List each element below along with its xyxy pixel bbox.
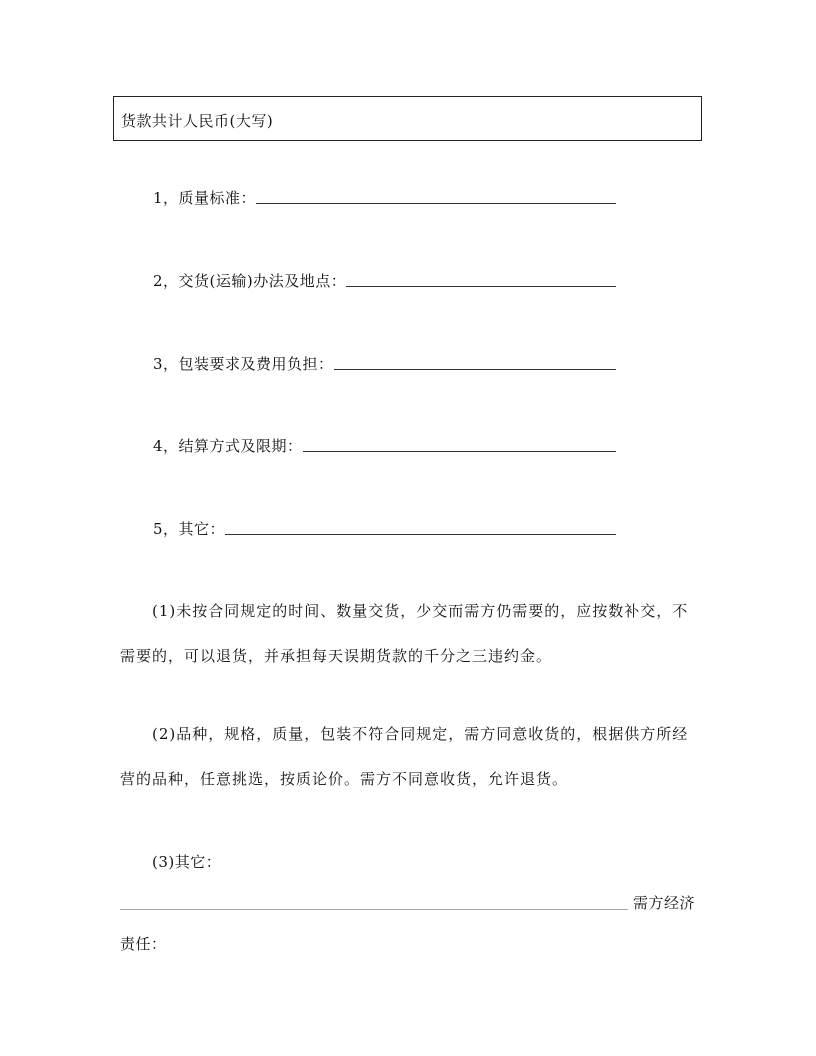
clause-late-delivery (120, 589, 700, 679)
fill-in-line (346, 285, 616, 287)
field-label: 2，交货(运输)办法及地点： (153, 272, 347, 290)
clause-quality-mismatch (120, 712, 700, 802)
field-label: 5，其它： (153, 520, 226, 538)
total-amount-box (113, 96, 702, 141)
buyer-liability-heading: 需方经济 (633, 894, 696, 912)
field-label: 1，质量标准： (153, 189, 257, 207)
fill-in-line (303, 450, 616, 452)
liability-label: 责任： (120, 935, 167, 953)
field-quality-standard (153, 186, 616, 208)
field-settlement (153, 434, 616, 456)
field-packaging (153, 352, 616, 374)
fill-in-line (120, 909, 628, 910)
fill-in-line (334, 368, 616, 370)
clause-text: (2)品种，规格，质量，包装不符合同规定，需方同意收货的，根据供方所经营的品种，任意挑选，按质论价。需方不同意收货，允许退货。 (120, 725, 689, 788)
clause-text: (1)未按合同规定的时间、数量交货，少交而需方仍需要的，应按数补交，不需要的，可以退货，并承担每天误期货款的千分之三违约金。 (120, 602, 689, 665)
total-amount-label: 货款共计人民币(大写) (121, 112, 274, 130)
field-delivery-method (153, 269, 616, 291)
fill-in-line (256, 202, 616, 204)
field-label: 3，包装要求及费用负担： (153, 355, 334, 373)
clause-other: (3)其它： (152, 853, 222, 871)
field-label: 4，结算方式及限期： (153, 437, 303, 455)
field-other (153, 517, 616, 539)
fill-in-line (225, 533, 616, 535)
